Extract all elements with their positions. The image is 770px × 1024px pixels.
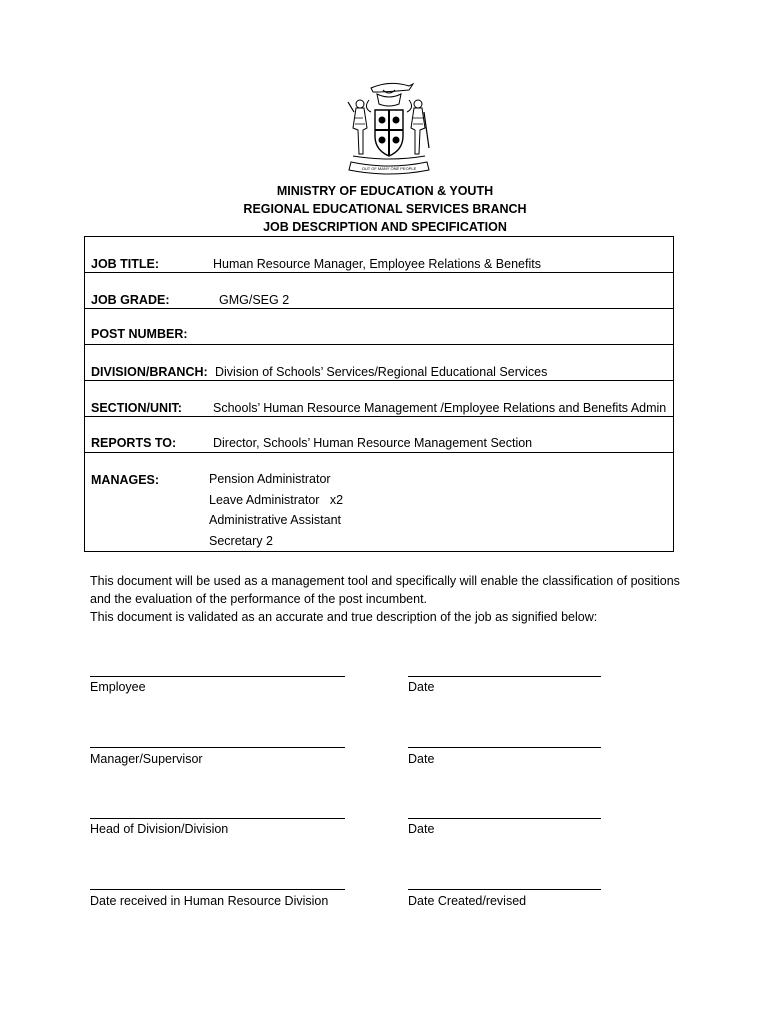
- manager-signature-label: Manager/Supervisor: [90, 752, 203, 766]
- ministry-title: MINISTRY OF EDUCATION & YOUTH: [276, 184, 494, 198]
- list-item: Leave Administrator x2: [209, 492, 344, 507]
- section-label: SECTION/UNIT:: [91, 401, 182, 415]
- validation-statement: [90, 572, 690, 626]
- statement-line: and the evaluation of the performance of the post incumbent.: [90, 592, 428, 606]
- reports-to-value: Director, Schools’ Human Resource Management Section: [213, 436, 533, 450]
- branch-title: REGIONAL EDUCATIONAL SERVICES BRANCH: [243, 202, 527, 216]
- employee-date-line[interactable]: [408, 676, 601, 677]
- job-title-label: JOB TITLE:: [91, 257, 160, 271]
- job-grade-row: [85, 273, 673, 309]
- head-date-label: Date: [408, 822, 435, 836]
- statement-line: This document is validated as an accurate and true description of the job as signified below:: [90, 610, 598, 624]
- manages-row: [85, 453, 673, 551]
- created-revised-line[interactable]: [408, 889, 601, 890]
- section-value: Schools’ Human Resource Management /Employee Relations and Benefits Admin: [213, 401, 667, 415]
- section-row: [85, 381, 673, 417]
- manager-date-label: Date: [408, 752, 435, 766]
- statement-line: This document will be used as a management tool and specifically will enable the classification of positions: [90, 574, 680, 588]
- division-label: DIVISION/BRANCH:: [91, 365, 208, 379]
- manager-date-line[interactable]: [408, 747, 601, 748]
- hr-received-label: Date received in Human Resource Division: [90, 894, 329, 908]
- division-row: [85, 345, 673, 381]
- document-header: [0, 182, 770, 236]
- job-grade-value: GMG/SEG 2: [219, 293, 290, 307]
- hr-received-line[interactable]: [90, 889, 345, 890]
- employee-date-label: Date: [408, 680, 435, 694]
- reports-to-label: REPORTS TO:: [91, 436, 177, 450]
- manager-signature-line[interactable]: [90, 747, 345, 748]
- job-title-value: Human Resource Manager, Employee Relations & Benefits: [213, 257, 541, 271]
- list-item: Administrative Assistant: [209, 513, 341, 527]
- created-revised-label: Date Created/revised: [408, 894, 527, 908]
- manages-label: MANAGES:: [91, 473, 160, 487]
- manages-list: [209, 469, 343, 551]
- employee-signature-line[interactable]: [90, 676, 345, 677]
- division-value: Division of Schools’ Services/Regional Educational Services: [215, 365, 548, 379]
- svg-text:OUT OF MANY ONE PEOPLE: OUT OF MANY ONE PEOPLE: [361, 166, 417, 171]
- head-date-line[interactable]: [408, 818, 601, 819]
- document-title: JOB DESCRIPTION AND SPECIFICATION: [263, 220, 507, 234]
- post-number-row: [85, 309, 673, 345]
- post-number-label: POST NUMBER:: [91, 327, 188, 341]
- reports-to-row: [85, 417, 673, 453]
- list-item: Secretary 2: [209, 533, 273, 548]
- list-item: Pension Administrator: [209, 472, 331, 486]
- job-grade-label: JOB GRADE:: [91, 293, 170, 307]
- head-signature-line[interactable]: [90, 818, 345, 819]
- job-details-table: [84, 236, 674, 552]
- head-signature-label: Head of Division/Division: [90, 822, 229, 836]
- job-title-row: [85, 237, 673, 273]
- coat-of-arms-icon: [343, 78, 435, 178]
- employee-signature-label: Employee: [90, 680, 146, 694]
